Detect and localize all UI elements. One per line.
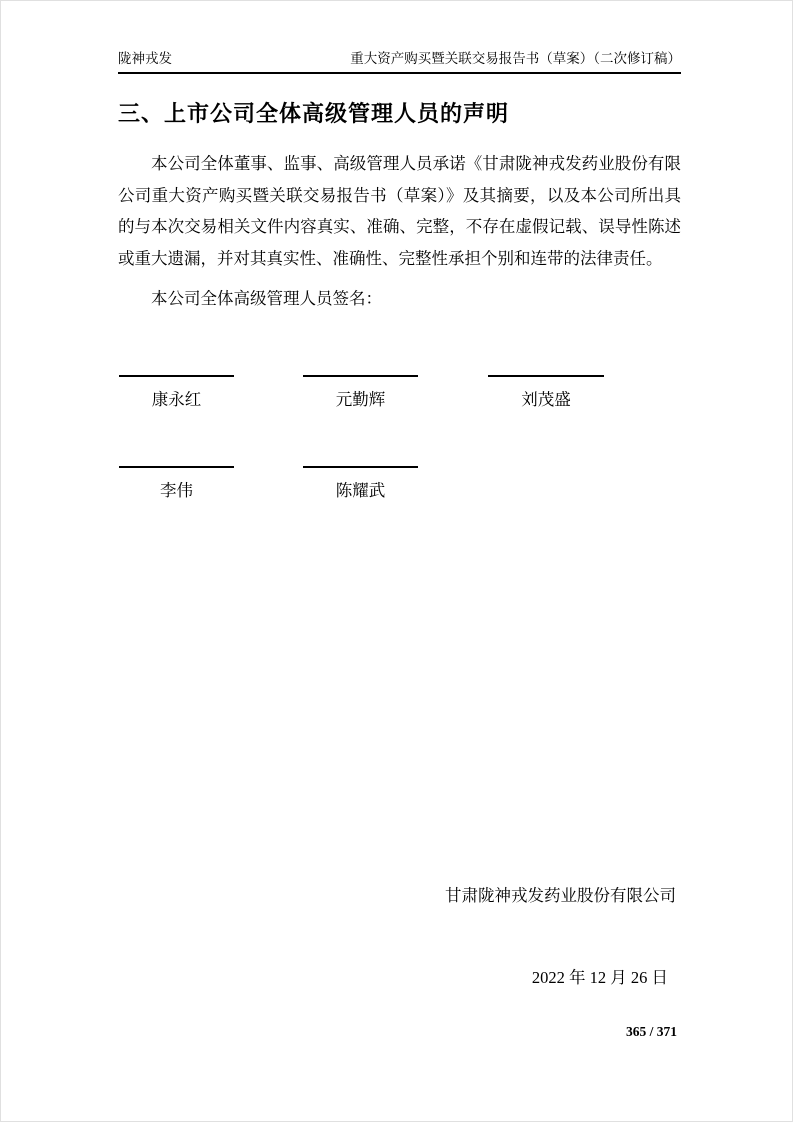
company-name: 甘肃陇神戎发药业股份有限公司: [445, 886, 676, 905]
signature-name: 元勤辉: [335, 390, 386, 409]
signature-name: 李伟: [160, 481, 193, 500]
signature-name: 康永红: [151, 390, 202, 409]
document-date: 2022 年 12 月 26 日: [531, 968, 668, 987]
signature-name: 刘茂盛: [521, 390, 571, 409]
signature-field: [488, 375, 604, 410]
signature-field: [119, 466, 234, 501]
signature-field: [303, 466, 418, 501]
signature-name: 陈耀武: [335, 481, 386, 500]
signature-field: [119, 375, 234, 410]
section-title: 三、上市公司全体高级管理人员的声明: [118, 101, 510, 126]
declaration-paragraph: 本公司全体董事、监事、高级管理人员承诺《甘肃陇神戎发药业股份有限公司重大资产购买暨关联交易报告书（草案）》及其摘要，以及本公司所出具的与本次交易相关文件内容真实、准确、完整，不存在虚假记载、误导性陈述或重大遗漏，并对其真实性、准确性、完整性承担个别和连带的法律责任。: [118, 154, 681, 268]
header-doc-short-title: 陇神戎发: [118, 51, 172, 66]
page-header: [118, 51, 681, 74]
signature-field: [303, 375, 418, 410]
page-number: 365 / 371: [625, 1024, 677, 1039]
header-doc-full-title: 重大资产购买暨关联交易报告书（草案）（二次修订稿）: [350, 51, 681, 66]
signature-intro-line: 本公司全体高级管理人员签名：: [151, 289, 382, 308]
